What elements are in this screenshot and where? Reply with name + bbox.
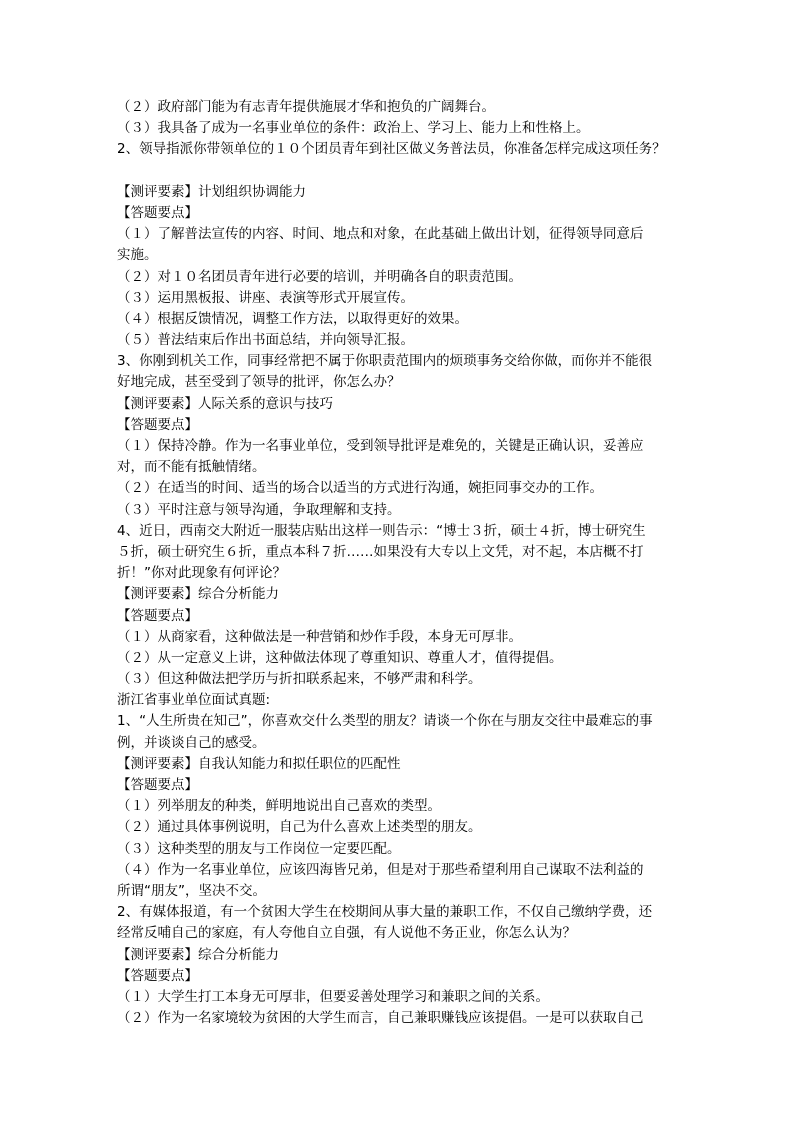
text-line: 【答题要点】 — [117, 777, 198, 793]
text-line: （３）平时注意与领导沟通，争取理解和支持。 — [117, 501, 401, 518]
text-line: （３）运用黑板报、讲座、表演等形式开展宣传。 — [117, 289, 414, 306]
text-line: 【测评要素】综合分析能力 — [117, 586, 279, 603]
text-line: （１）列举朋友的种类，鲜明地说出自己喜欢的类型。 — [117, 798, 441, 815]
text-line: 【测评要素】人际关系的意识与技巧 — [117, 395, 333, 412]
text-line: 例，并谈谈自己的感受。 — [117, 734, 266, 751]
text-line: 2、领导指派你带领单位的１０个团员青年到社区做义务普法员，你准备怎样完成这项任务？ — [117, 141, 666, 158]
text-line: 【答题要点】 — [117, 416, 198, 433]
text-line: （２）在适当的时间、适当的场合以适当的方式进行沟通，婉拒同事交办的工作。 — [117, 480, 603, 497]
text-line: （３）但这种做法把学历与折扣联系起来，不够严肃和科学。 — [117, 671, 482, 688]
text-line: （１）大学生打工本身无可厚非，但要妥善处理学习和兼职之间的关系。 — [117, 988, 549, 1005]
text-line: 所谓“朋友”，坚决不交。 — [117, 882, 266, 899]
text-line: （２）作为一名家境较为贫困的大学生而言，自己兼职赚钱应该提倡。一是可以获取自己 — [117, 1010, 644, 1027]
text-line: （３）这种类型的朋友与工作岗位一定要匹配。 — [117, 840, 401, 857]
text-line: （５）普法结束后作出书面总结，并向领导汇报。 — [117, 332, 414, 349]
text-line: 浙江省事业单位面试真题: — [117, 692, 271, 709]
text-line: 【测评要素】综合分析能力 — [117, 946, 279, 963]
text-line: （４）根据反馈情况，调整工作方法，以取得更好的效果。 — [117, 310, 468, 327]
text-line: 4、近日，西南交大附近一服装店贴出这样一则告示：“博士３折，硕士４折，博士研究生 — [117, 522, 646, 539]
text-line: 折！”你对此现象有何评论？ — [117, 565, 286, 582]
text-line: 实施。 — [117, 247, 158, 264]
text-line: 经常反哺自己的家庭，有人夸他自立自强，有人说他不务正业，你怎么认为？ — [117, 925, 576, 942]
text-line: ５折，硕士研究生６折，重点本科７折……如果没有大专以上文凭，对不起，本店概不打 — [117, 543, 644, 560]
text-line: 对，而不能有抵触情绪。 — [117, 459, 266, 476]
document-body — [117, 97, 682, 1029]
text-line: （２）从一定意义上讲，这种做法体现了尊重知识、尊重人才，值得提倡。 — [117, 649, 563, 666]
text-line: （４）作为一名事业单位，应该四海皆兄弟，但是对于那些希望利用自己谋取不法利益的 — [117, 861, 644, 878]
text-line: （２）对１０名团员青年进行必要的培训，并明确各自的职责范围。 — [117, 268, 522, 285]
text-line: 1、“人生所贵在知己”，你喜欢交什么类型的朋友？请谈一个你在与朋友交往中最难忘的事 — [117, 713, 653, 730]
text-line: 3、你刚到机关工作，同事经常把不属于你职责范围内的烦琐事务交给你做，而你并不能很 — [117, 353, 653, 370]
text-line: 【答题要点】 — [117, 607, 198, 624]
text-line: （１）从商家看，这种做法是一种营销和炒作手段，本身无可厚非。 — [117, 628, 522, 645]
text-line: （２）政府部门能为有志青年提供施展才华和抱负的广阔舞台。 — [117, 99, 495, 115]
text-line: 【答题要点】 — [117, 204, 198, 221]
text-line: 2、有媒体报道，有一个贫困大学生在校期间从事大量的兼职工作，不仅自己缴纳学费，还 — [117, 904, 653, 921]
text-line: 【测评要素】自我认知能力和拟任职位的匹配性 — [117, 755, 401, 772]
blank-line — [117, 161, 682, 182]
text-line: 【测评要素】计划组织协调能力 — [117, 183, 306, 200]
text-line: （３）我具备了成为一名事业单位的条件：政治上、学习上、能力上和性格上。 — [117, 120, 590, 137]
text-line: 好地完成，甚至受到了领导的批评，你怎么办？ — [117, 374, 401, 391]
text-line: （１）了解普法宣传的内容、时间、地点和对象，在此基础上做出计划，征得领导同意后 — [117, 226, 644, 243]
text-line: （２）通过具体事例说明，自己为什么喜欢上述类型的朋友。 — [117, 819, 482, 836]
text-line: 【答题要点】 — [117, 967, 198, 984]
text-line: （１）保持冷静。作为一名事业单位，受到领导批评是难免的，关键是正确认识，妥善应 — [117, 438, 644, 454]
